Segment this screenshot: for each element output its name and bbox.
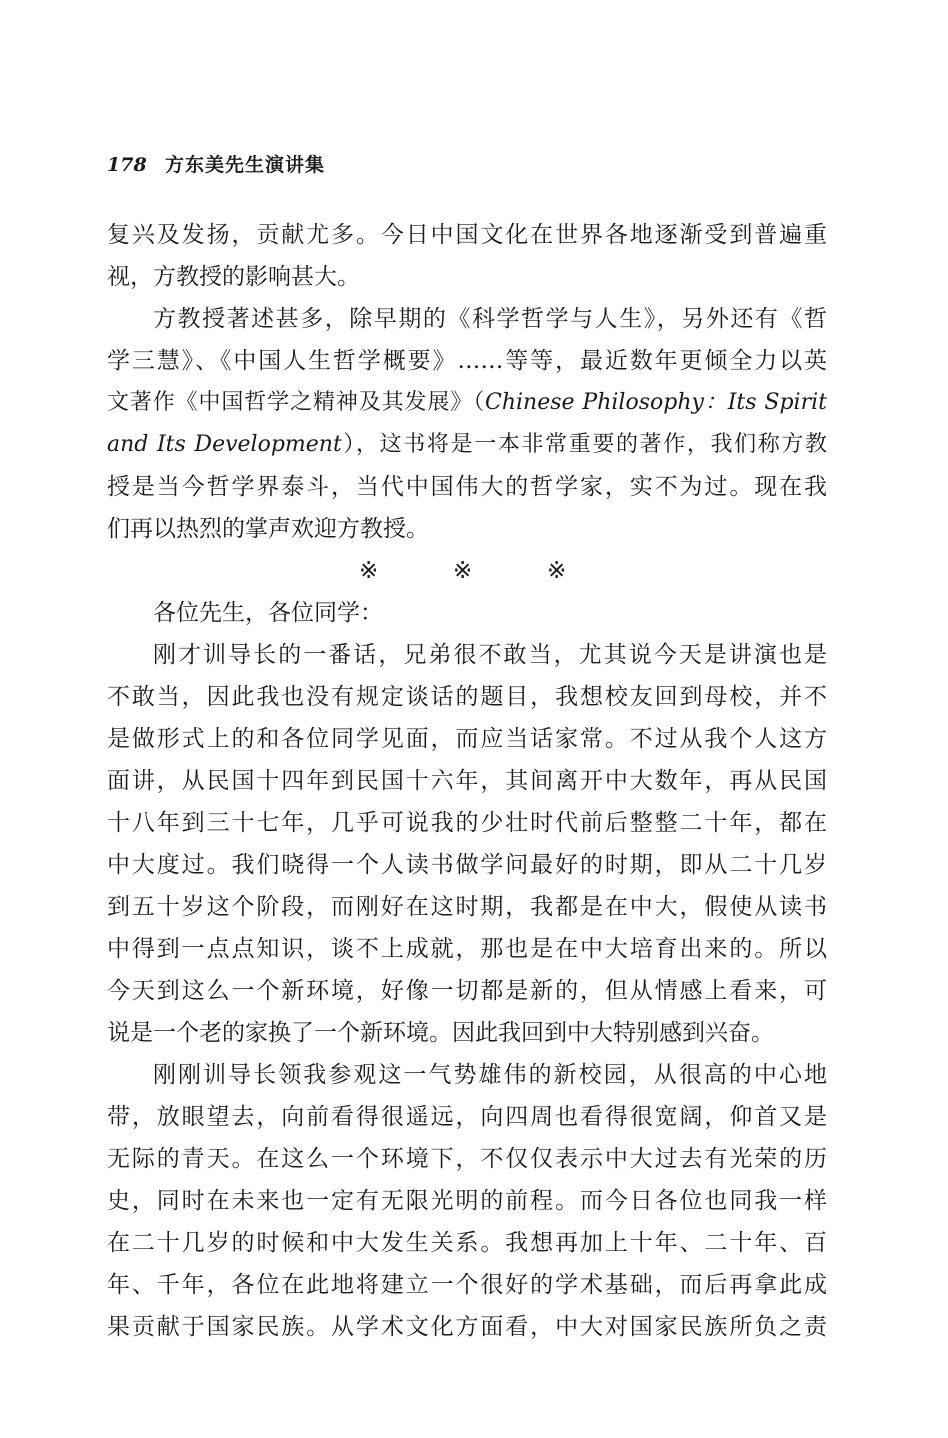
text-line: 授是当今哲学界泰斗，当代中国伟大的哲学家，实不为过。现在我 [107, 474, 827, 500]
text-line: 中大度过。我们晓得一个人读书做学问最好的时期，即从二十几岁 [107, 852, 827, 878]
text-line: 在二十几岁的时候和中大发生关系。我想再加上十年、二十年、百 [107, 1230, 827, 1256]
section-break-mark: ※ [547, 558, 567, 584]
text-line: 到五十岁这个阶段，而刚好在这时期，我都是在中大，假使从读书 [107, 894, 827, 920]
text-line: 果贡献于国家民族。从学术文化方面看，中大对国家民族所负之责 [107, 1314, 827, 1340]
body-text [107, 214, 827, 1348]
text-line: 视，方教授的影响甚大。 [107, 264, 360, 290]
page-header [107, 150, 325, 177]
section-break-mark: ※ [453, 558, 473, 584]
text-line: 十八年到三十七年，几乎可说我的少壮时代前后整整二十年，都在 [107, 810, 827, 836]
text-line: 学三慧》、《中国人生哲学概要》……等等，最近数年更倾全力以英 [107, 348, 827, 374]
text-line: 们再以热烈的掌声欢迎方教授。 [107, 516, 429, 542]
text-line: 今天到这么一个新环境，好像一切都是新的，但从情感上看来，可 [107, 978, 827, 1004]
text-line: 是做形式上的和各位同学见面，而应当话家常。不过从我个人这方 [107, 726, 827, 752]
text-line: 不敢当，因此我也没有规定谈话的题目，我想校友回到母校，并不 [107, 684, 827, 710]
english-title-fragment: Chinese Philosophy：Its Spirit [485, 390, 827, 415]
text-line: 中得到一点点知识，谈不上成就，那也是在中大培育出来的。所以 [107, 936, 827, 962]
text-line: 说是一个老的家换了一个新环境。因此我回到中大特别感到兴奋。 [107, 1020, 774, 1046]
text-line: 方教授著述甚多，除早期的《科学哲学与人生》，另外还有《哲 [153, 306, 827, 332]
running-title: 方东美先生演讲集 [165, 154, 326, 176]
text-line: 各位先生，各位同学： [153, 600, 383, 626]
text-line: and Its Development），这书将是一本非常重要的著作，我们称方教 [107, 432, 827, 457]
text-line: 史，同时在未来也一定有无限光明的前程。而今日各位也同我一样 [107, 1188, 827, 1214]
text-line: 面讲，从民国十四年到民国十六年，其间离开中大数年，再从民国 [107, 768, 827, 794]
text-line: 刚刚训导长领我参观这一气势雄伟的新校园，从很高的中心地 [153, 1062, 827, 1088]
section-break [107, 550, 827, 592]
english-title-fragment: and Its Development [107, 432, 342, 457]
text-line: 刚才训导长的一番话，兄弟很不敢当，尤其说今天是讲演也是 [153, 642, 827, 668]
text-line: 年、千年，各位在此地将建立一个很好的学术基础，而后再拿此成 [107, 1272, 827, 1298]
text-line: 文著作《中国哲学之精神及其发展》（Chinese Philosophy：Its Spirit [107, 390, 827, 415]
text-line: 复兴及发扬，贡献尤多。今日中国文化在世界各地逐渐受到普遍重 [107, 222, 827, 248]
text-line: 无际的青天。在这么一个环境下，不仅仅表示中大过去有光荣的历 [107, 1146, 827, 1172]
text-line: 带，放眼望去，向前看得很遥远，向四周也看得很宽阔，仰首又是 [107, 1104, 827, 1130]
section-break-mark: ※ [359, 558, 379, 584]
page-number: 178 [107, 154, 147, 176]
